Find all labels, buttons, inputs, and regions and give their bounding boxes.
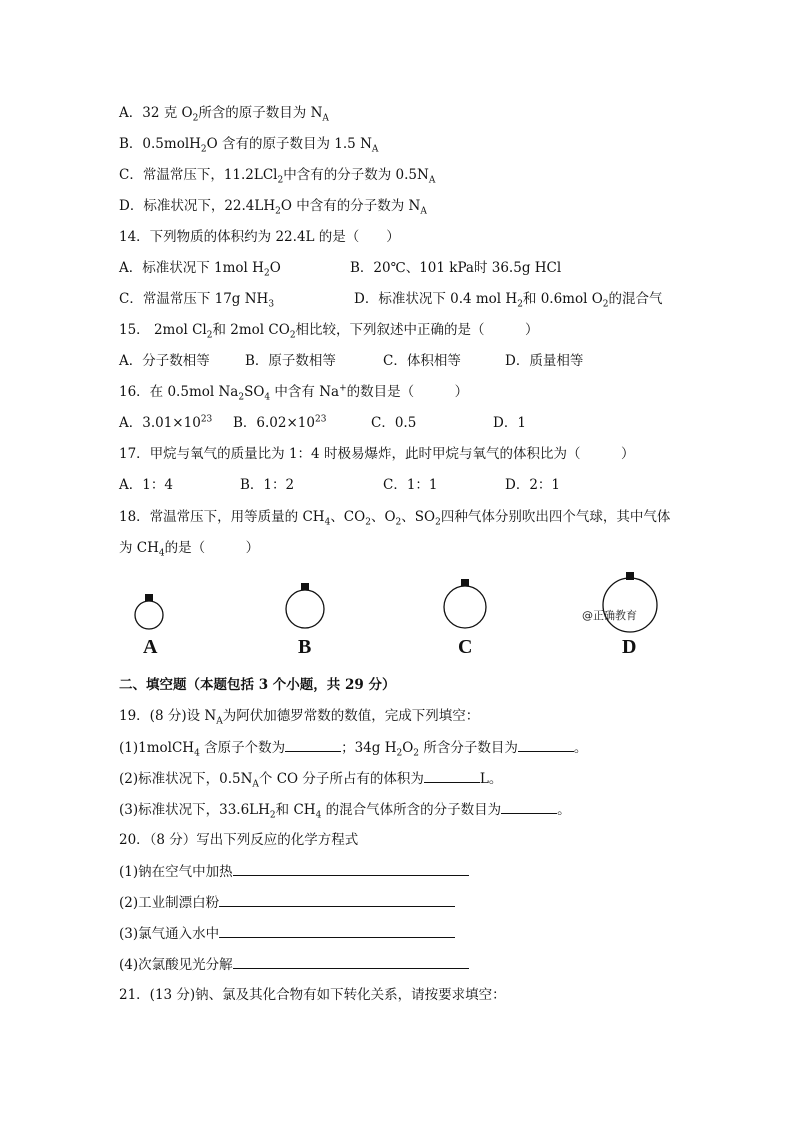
- balloon-b-knot: [301, 583, 309, 590]
- q17-option-c: C．1：1: [383, 477, 438, 493]
- q19-item-1: (1)1molCH$_4$ 含原子个数为 ；34g $H_2O_2$ 所含分子数目为 。: [119, 740, 588, 759]
- q15-option-b: B．原子数相等: [245, 353, 336, 369]
- balloon-c: [444, 586, 486, 628]
- q18-stem-line1: 18．常温常压下，用等质量的 $CH_4$、$CO_2$、$O_2$、$SO_2$四种气体分别吹出四个气球，其中气体: [119, 509, 671, 528]
- answer-blank[interactable]: [518, 738, 574, 752]
- q14-option-a: A．标准状况下 1mol $H_2O$: [119, 260, 281, 279]
- q20-item-1: (1)钠在空气中加热: [119, 862, 469, 881]
- q18-stem-line2: 为 $CH_4$的是（ ）: [119, 540, 260, 559]
- q16-option-c: C．0.5: [371, 415, 417, 431]
- balloon-b: [286, 590, 324, 628]
- answer-blank[interactable]: [233, 862, 469, 876]
- q17-option-a: A．1：4: [119, 477, 173, 493]
- q15-option-d: D．质量相等: [505, 353, 584, 369]
- answer-blank[interactable]: [219, 893, 455, 907]
- q20-item-3: (3)氯气通入水中: [119, 924, 455, 943]
- q15-option-c: C．体积相等: [383, 353, 461, 369]
- q20-item-4: (4)次氯酸见光分解: [119, 955, 469, 974]
- watermark: @正确教育: [582, 609, 637, 622]
- answer-blank[interactable]: [424, 769, 480, 783]
- q19-item-3: (3)标准状况下，$33.6LH_2$和 $CH_4$ 的混合气体所含的分子数目为 。: [119, 802, 571, 821]
- answer-blank[interactable]: [233, 955, 469, 969]
- q14-option-b: B．20℃、101 kPa时 36.5g HCl: [350, 260, 562, 276]
- balloon-a-knot: [145, 594, 153, 601]
- q17-stem: 17．甲烷与氧气的质量比为 1：4 时极易爆炸，此时甲烷与氧气的体积比为（ ）: [119, 446, 635, 462]
- q19-stem: 19．(8 分)设 $N_A$为阿伏加德罗常数的数值，完成下列填空：: [119, 708, 480, 727]
- balloon-d: [603, 578, 657, 632]
- q13-option-b: B．0.5molH$_2$O 含有的原子数目为 1.5 $N_A$: [119, 136, 379, 155]
- q20-item-2: (2)工业制漂白粉: [119, 893, 455, 912]
- q14-stem: 14．下列物质的体积约为 22.4L 的是（ ）: [119, 229, 400, 245]
- q15-option-a: A．分子数相等: [119, 353, 210, 369]
- balloon-a: [135, 601, 163, 629]
- balloon-c-knot: [461, 579, 469, 586]
- q20-stem: 20．（8 分）写出下列反应的化学方程式: [119, 832, 359, 848]
- answer-blank[interactable]: [501, 800, 557, 814]
- answer-blank[interactable]: [285, 738, 341, 752]
- q19-item-2: (2)标准状况下，$0.5N_A$个 CO 分子所占有的体积为 L。: [119, 771, 503, 790]
- q16-option-d: D．1: [493, 415, 526, 431]
- q16-option-b: B．$6.02\times 10^{23}$: [233, 414, 327, 431]
- q14-option-d: D．标准状况下 0.4 mol $H_2$和 0.6mol $O_2$的混合气: [354, 291, 663, 310]
- q17-option-d: D．2：1: [505, 477, 561, 493]
- q13-option-c: C．常温常压下，11.2LCl$_2$中含有的分子数为 $0.5N_A$: [119, 167, 436, 186]
- q16-stem: 16．在 0.5mol $Na_2SO_4$ 中含有 Na+的数目是（ ）: [119, 383, 469, 403]
- balloon-label-a: A: [143, 636, 158, 658]
- q16-option-a: A．$3.01\times 10^{23}$: [119, 414, 213, 431]
- q17-option-b: B．1：2: [240, 477, 295, 493]
- q15-stem: 15． 2mol $Cl_2$和 2mol $CO_2$相比较，下列叙述中正确的是（ ）: [119, 322, 539, 341]
- balloon-label-b: B: [298, 636, 312, 658]
- q13-option-a: A．32 克 $O_2$所含的原子数目为 $N_A$: [119, 105, 329, 124]
- q13-option-d: D．标准状况下，$22.4LH_2O$ 中含有的分子数为 $N_A$: [119, 198, 427, 217]
- balloon-label-c: C: [458, 636, 473, 658]
- q14-option-c: C．常温常压下 17g $NH_3$: [119, 291, 275, 310]
- section-title-fill-in: 二、填空题（本题包括 3 个小题，共 29 分）: [119, 677, 396, 693]
- q21-stem: 21．(13 分)钠、氯及其化合物有如下转化关系，请按要求填空：: [119, 987, 506, 1003]
- answer-blank[interactable]: [219, 924, 455, 938]
- balloon-d-knot: [626, 572, 634, 580]
- balloon-label-d: D: [622, 636, 637, 658]
